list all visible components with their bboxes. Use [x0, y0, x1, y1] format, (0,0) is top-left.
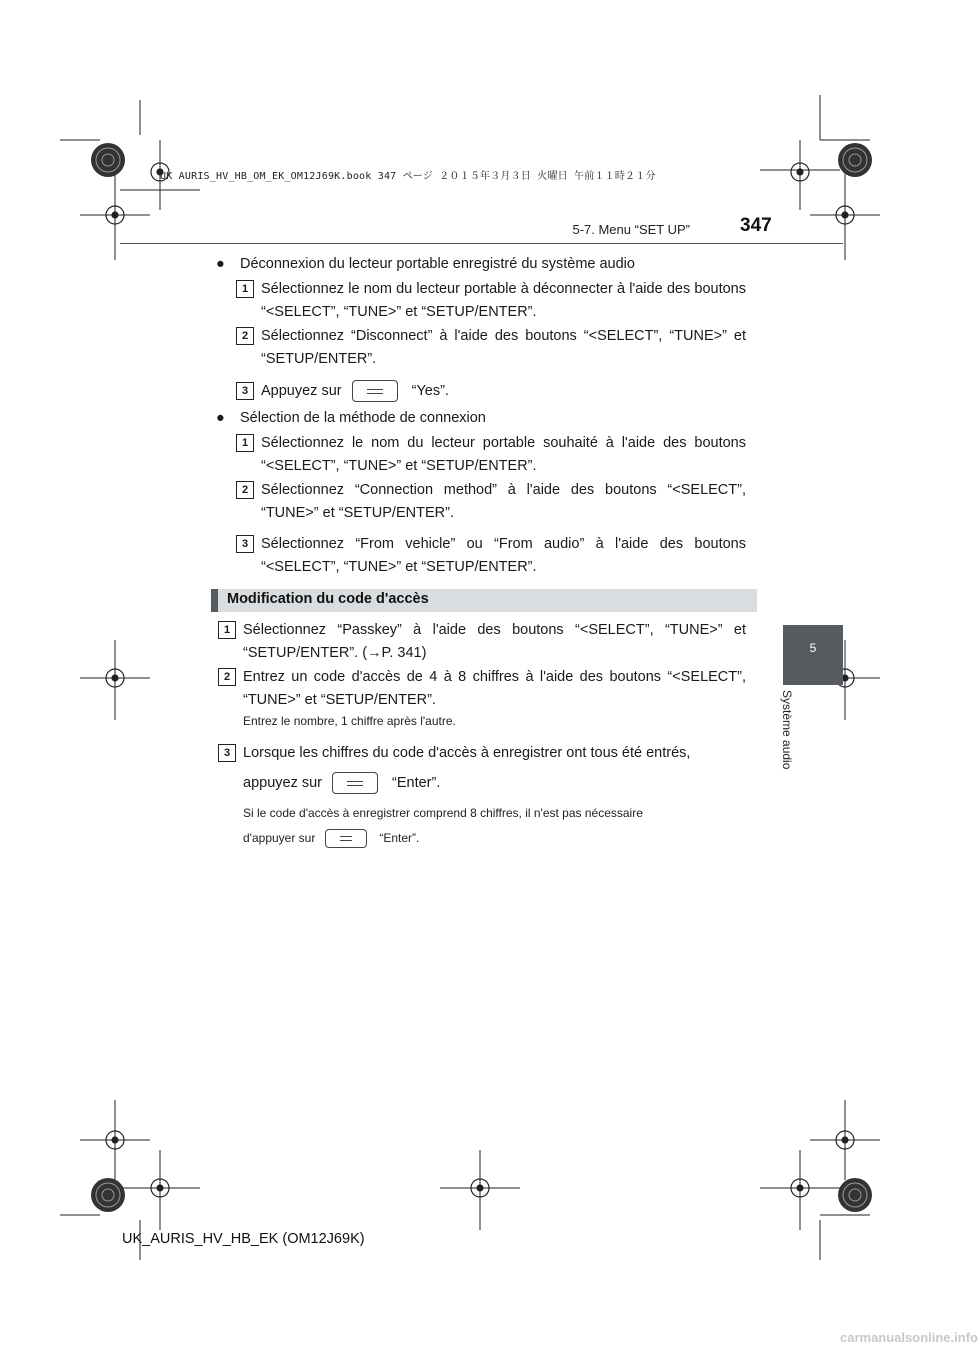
step-number: 3: [218, 744, 236, 762]
step-text: Sélectionnez “Passkey” à l'aide des boutons “<SELECT”, “TUNE>” et “SETUP/ENTER”. (→P. 341): [243, 622, 746, 661]
step-text: Sélectionnez le nom du lecteur portable souhaité à l'aide des boutons “<SELECT”, “TUNE>” et “SETUP/ENTER”.: [261, 435, 746, 474]
step-number: 3: [236, 535, 254, 553]
page-number: 347: [740, 215, 772, 236]
step-note-line1: Si le code d'accès à enregistrer comprend 8 chiffres, il n'est pas nécessaire: [243, 806, 643, 820]
section-heading-bar: [211, 589, 757, 612]
note-text-before: d'appuyer sur: [243, 831, 316, 845]
bullet-heading-connection: [216, 408, 750, 429]
step-text: Sélectionnez “Disconnect” à l'aide des boutons “<SELECT”, “TUNE>” et “SETUP/ENTER”.: [261, 328, 746, 367]
step-number: 2: [218, 668, 236, 686]
step-note: Entrez le nombre, 1 chiffre après l'autre.: [243, 714, 456, 728]
print-info-line: UK AURIS_HV_HB_OM_EK_OM12J69K.book 347 ページ ２０１５年３月３日 火曜日 午前１１時２１分: [160, 171, 656, 182]
button-switch-icon: [352, 380, 398, 402]
step-text: Sélectionnez “From vehicle” ou “From audio” à l'aide des boutons “<SELECT”, “TUNE>” et “SETUP/ENTER”.: [261, 536, 746, 575]
header-section-title: 5-7. Menu “SET UP”: [572, 222, 690, 237]
step-number: 1: [218, 621, 236, 639]
section-heading: Modification du code d'accès: [227, 591, 429, 607]
note-text-after: “Enter”.: [379, 831, 420, 845]
chapter-label-text: Système audio: [780, 690, 794, 770]
step-text-after: “Enter”.: [392, 775, 441, 791]
button-switch-icon: [332, 772, 378, 794]
step-text: Sélectionnez le nom du lecteur portable à déconnecter à l'aide des boutons “<SELECT”, “TUNE>” et “SETUP/ENTER”.: [261, 281, 746, 320]
step-text: [261, 380, 746, 403]
footer-model-code: UK_AURIS_HV_HB_EK (OM12J69K): [122, 1231, 365, 1247]
step-text-after: “Yes”.: [411, 383, 449, 399]
watermark: carmanualsonline.info: [840, 1330, 978, 1345]
step-number: 1: [236, 280, 254, 298]
bullet-dot-icon: ●: [216, 410, 225, 426]
bullet-dot-icon: ●: [216, 256, 225, 272]
bullet-title: Sélection de la méthode de connexion: [240, 410, 486, 426]
step-text-line2: [243, 772, 746, 795]
chapter-number: 5: [809, 641, 817, 655]
step-number: 1: [236, 434, 254, 452]
chapter-tab: [783, 625, 843, 685]
header-rule: [120, 243, 843, 244]
step-text: Entrez un code d'accès de 4 à 8 chiffres à l'aide des boutons “<SELECT”, “TUNE>” et “SETUP/ENTER”.: [243, 669, 746, 708]
step-text-line1: Lorsque les chiffres du code d'accès à enregistrer ont tous été entrés,: [243, 745, 691, 761]
bullet-title: Déconnexion du lecteur portable enregistré du système audio: [240, 256, 635, 272]
button-switch-icon: [325, 829, 367, 848]
step-number: 3: [236, 382, 254, 400]
chapter-label: [760, 690, 820, 830]
bullet-heading-disconnect: [216, 254, 750, 275]
step-number: 2: [236, 327, 254, 345]
step-text-before: Appuyez sur: [261, 383, 342, 399]
step-text-before: appuyez sur: [243, 775, 322, 791]
step-note-line2: [243, 826, 746, 850]
step-number: 2: [236, 481, 254, 499]
step-text: Sélectionnez “Connection method” à l'aide des boutons “<SELECT”, “TUNE>” et “SETUP/ENTER”.: [261, 482, 746, 521]
